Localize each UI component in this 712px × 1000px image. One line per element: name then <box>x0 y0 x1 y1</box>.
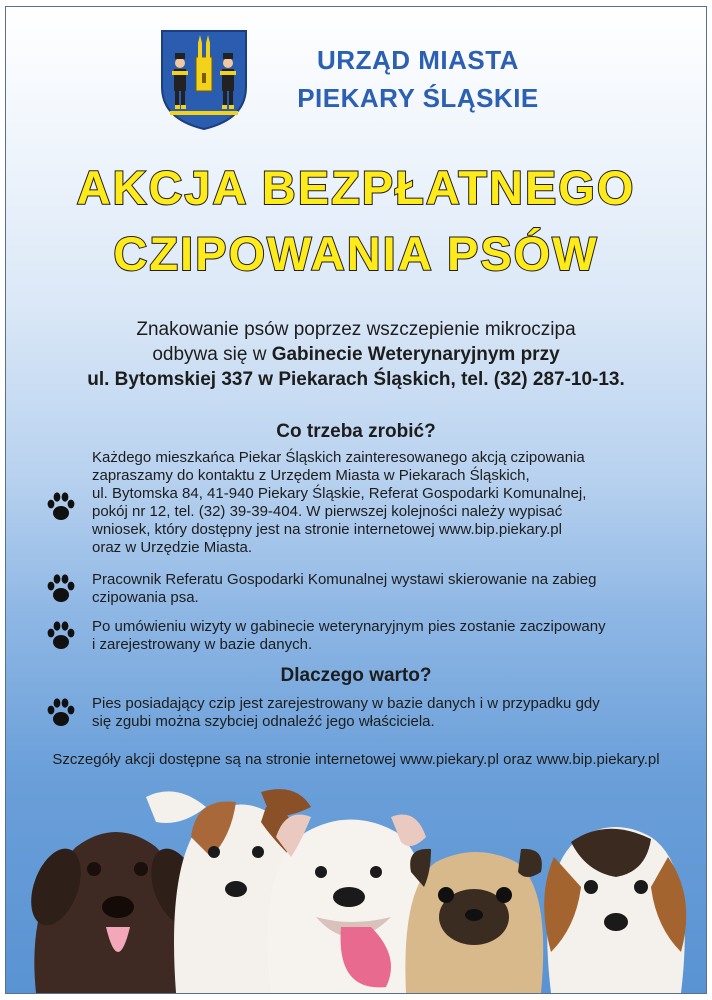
list-item-text <box>92 449 682 557</box>
list-item-line: się zgubi można szybciej odnaleźć jego właściciela. <box>92 713 435 730</box>
list-item <box>46 695 686 735</box>
intro-line3 <box>6 367 706 392</box>
headline-line2: CZIPOWANIA PSÓW <box>113 227 599 280</box>
paw-icon <box>46 620 76 652</box>
list-item-line: Po umówieniu wizyty w gabinecie weterynaryjnym pies zostanie zaczipowany <box>92 618 606 635</box>
list-item <box>46 571 686 611</box>
list-item-line: czipowania psa. <box>92 589 199 606</box>
list-item-text <box>92 618 682 654</box>
list-item-line: pokój nr 12, tel. (32) 39-39-404. W pierwszej kolejności należy wypisać <box>92 503 563 520</box>
office-name-line2: PIEKARY ŚLĄSKIE <box>297 83 539 113</box>
paw-icon <box>46 697 76 729</box>
city-coat-of-arms-icon <box>158 27 250 131</box>
paw-icon <box>46 573 76 605</box>
poster <box>5 6 707 994</box>
office-name <box>268 41 568 117</box>
list-item-line: ul. Bytomska 84, 41-940 Piekary Śląskie, Referat Gospodarki Komunalnej, <box>92 485 587 502</box>
list-item-line: oraz w Urzędzie Miasta. <box>92 539 253 556</box>
intro-line2-plain: odbywa się w <box>152 344 272 365</box>
headline-line1: AKCJA BEZPŁATNEGO <box>76 161 636 214</box>
list-item-text <box>92 695 682 731</box>
footer-note: Szczegóły akcji dostępne są na stronie internetowej www.piekary.pl oraz www.bip.piekary.pl <box>52 751 660 768</box>
list-item-line: Każdego mieszkańca Piekar Śląskich zainteresowanego akcją czipowania <box>92 449 585 466</box>
list-item-line: i zarejestrowany w bazie danych. <box>92 636 313 653</box>
five-dogs-photo-icon <box>6 777 706 993</box>
list-item-line: Pracownik Referatu Gospodarki Komunalnej wystawi skierowanie na zabieg <box>92 571 597 588</box>
section-title-what-to-do: Co trzeba zrobić? <box>276 421 436 442</box>
office-name-line1: URZĄD MIASTA <box>317 45 519 75</box>
list-item <box>46 449 686 561</box>
dog-pug <box>405 849 543 993</box>
intro-line2 <box>6 342 706 367</box>
list-item <box>46 618 686 658</box>
paw-icon <box>46 491 76 523</box>
intro-line3-bold: ul. Bytomskiej 337 w Piekarach Śląskich, tel. (32) 287-10-13. <box>87 369 625 390</box>
list-item-line: wniosek, który dostępny jest na stronie internetowej www.bip.piekary.pl <box>92 521 562 538</box>
list-item-line: Pies posiadający czip jest zarejestrowany w bazie danych i w przypadku gdy <box>92 695 600 712</box>
section-title-why-worth-it: Dlaczego warto? <box>280 665 432 686</box>
list-item-line: zapraszamy do kontaktu z Urzędem Miasta w Piekarach Śląskich, <box>92 467 530 484</box>
intro-text <box>6 317 706 392</box>
list-item-text <box>92 571 682 607</box>
intro-line2-bold: Gabinecie Weterynaryjnym przy <box>271 344 560 365</box>
intro-line1: Znakowanie psów poprzez wszczepienie mikroczipa <box>136 319 576 340</box>
headline <box>6 155 706 287</box>
dog-beagle <box>544 827 686 993</box>
